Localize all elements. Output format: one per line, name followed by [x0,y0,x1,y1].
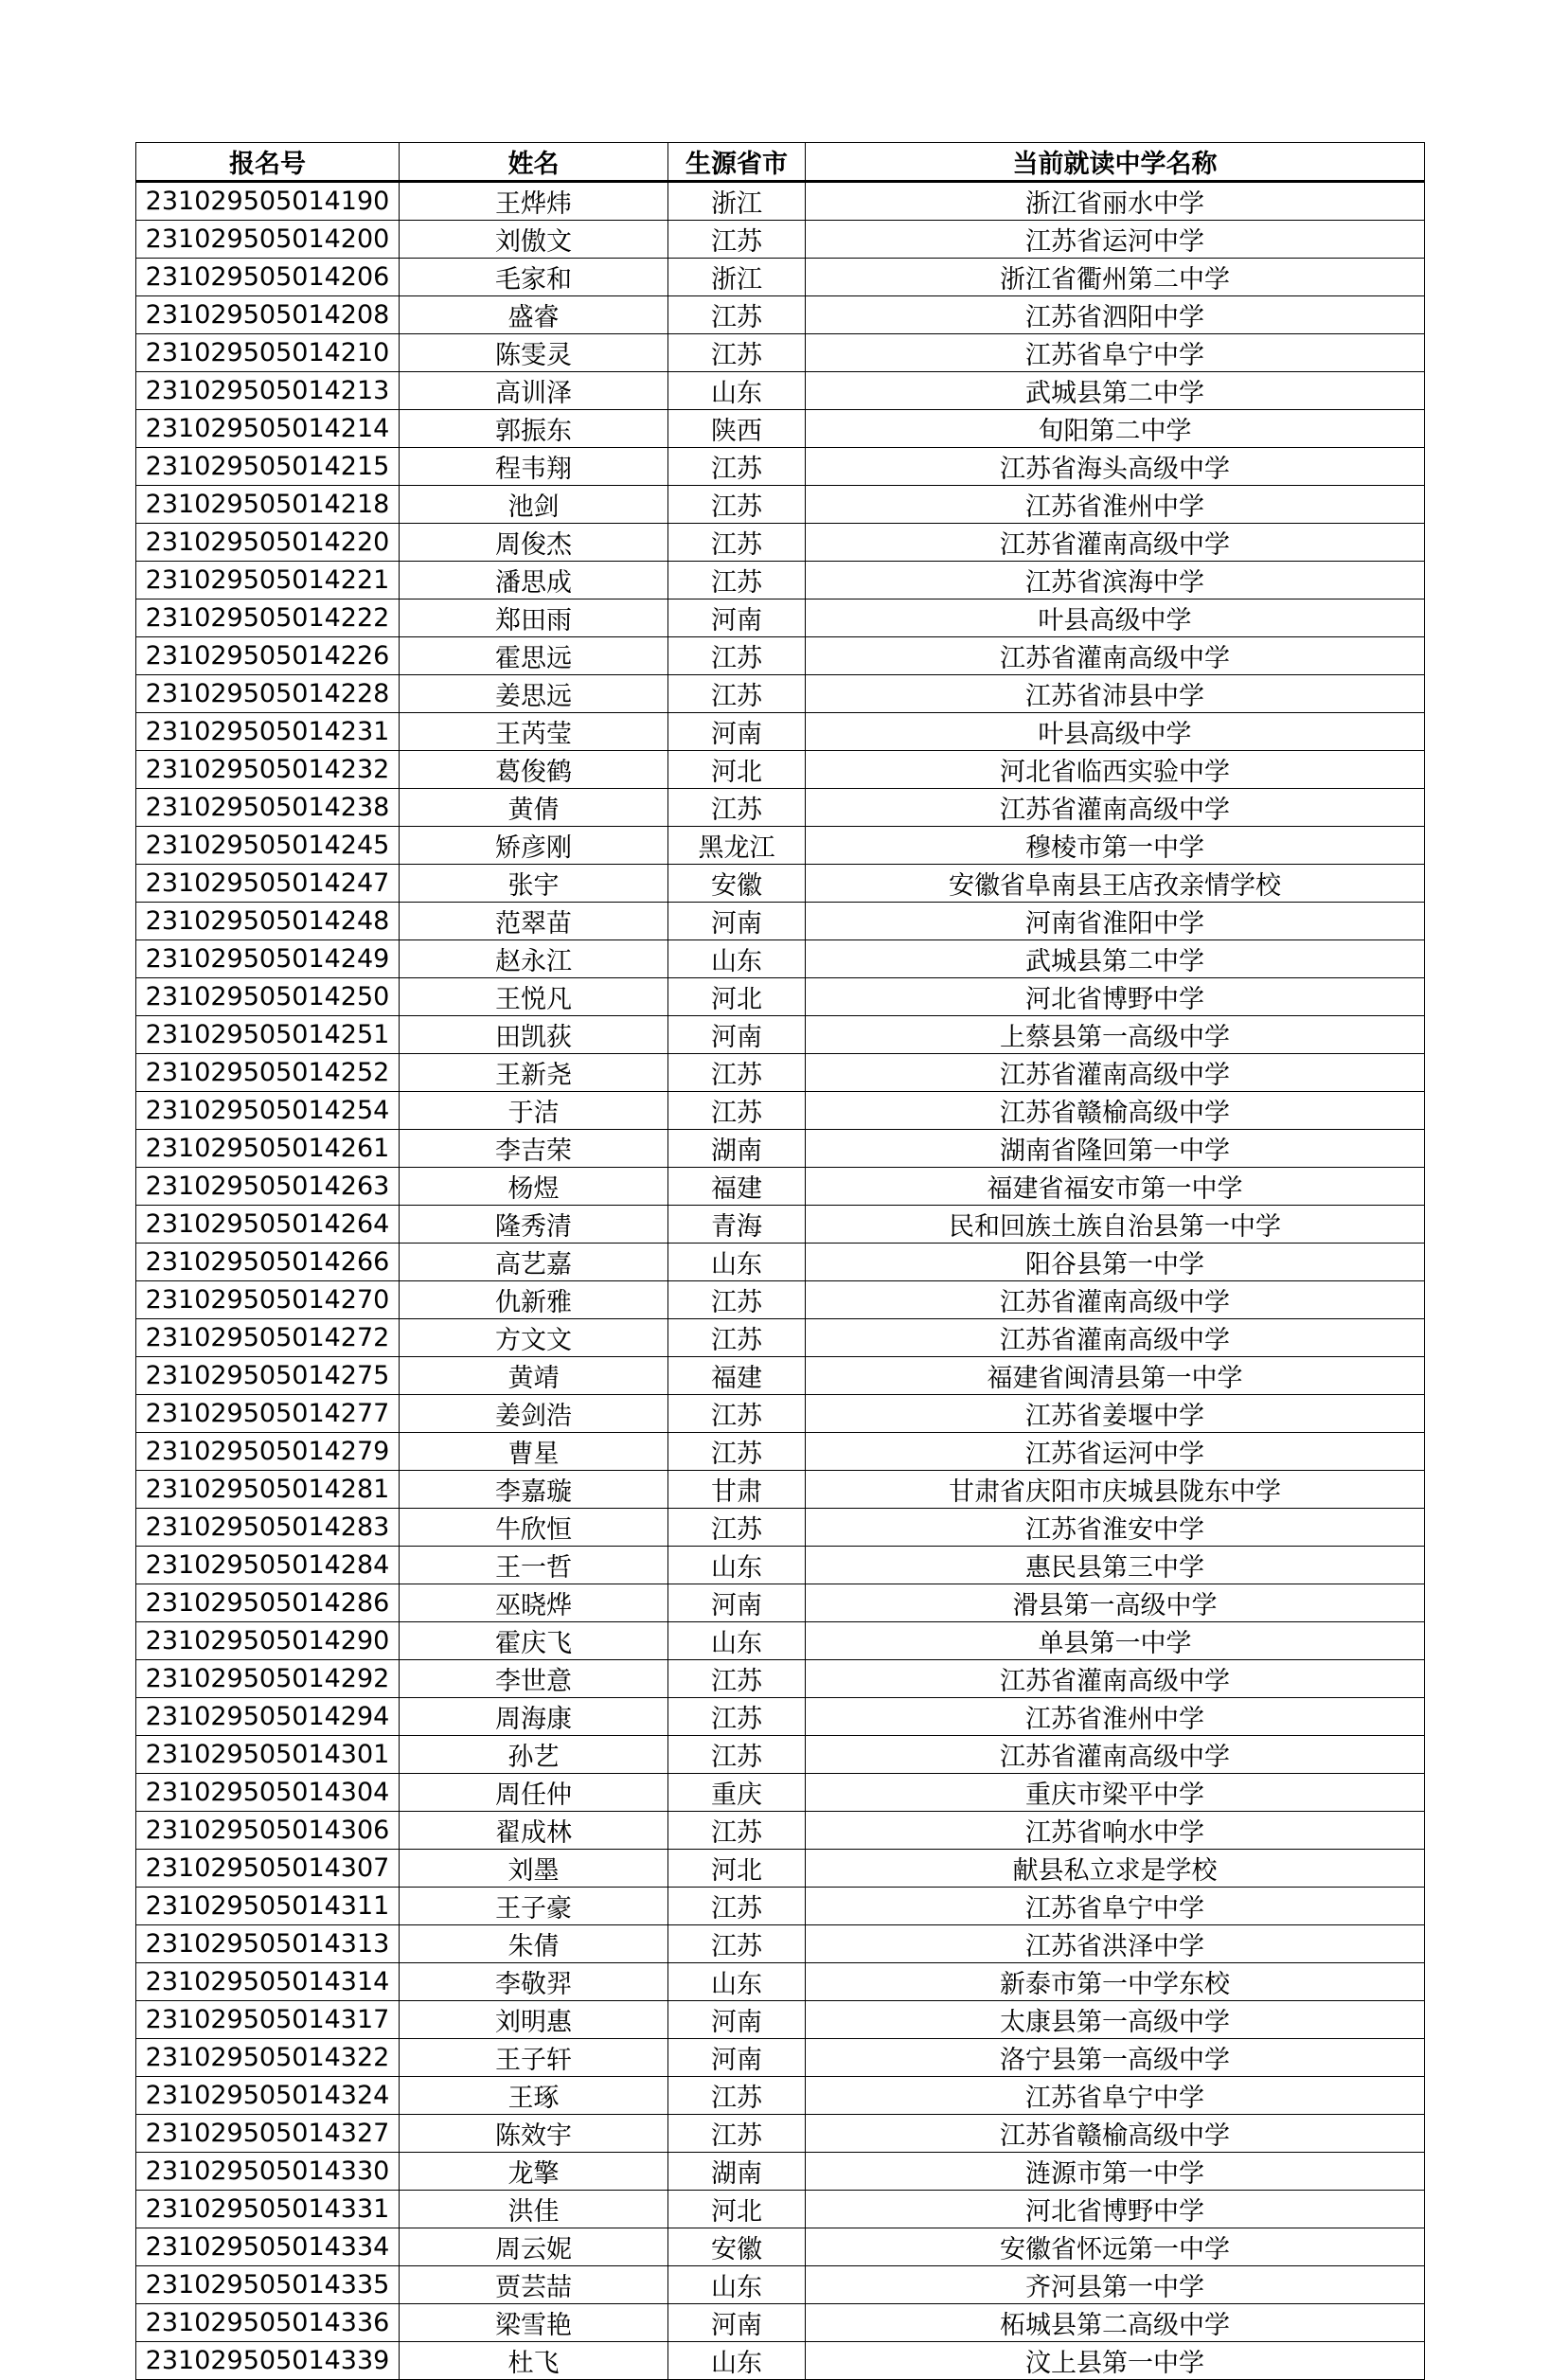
cell-province: 河南 [668,1584,806,1622]
cell-school: 重庆市梁平中学 [806,1774,1425,1812]
table-row [136,410,1425,448]
cell-province: 江苏 [668,1281,806,1319]
cell-school: 江苏省泗阳中学 [806,296,1425,334]
cell-province: 河南 [668,903,806,940]
cell-school: 江苏省灌南高级中学 [806,1736,1425,1774]
cell-school: 江苏省灌南高级中学 [806,1660,1425,1698]
cell-school: 江苏省赣榆高级中学 [806,1092,1425,1130]
table-row [136,2304,1425,2342]
table-row [136,1281,1425,1319]
cell-registration-number: 231029505014277 [136,1395,400,1433]
cell-province: 河南 [668,2001,806,2039]
cell-name: 张宇 [400,865,668,903]
cell-school: 惠民县第三中学 [806,1547,1425,1584]
table-row [136,599,1425,637]
cell-province: 湖南 [668,2153,806,2191]
cell-name: 田凯荻 [400,1016,668,1054]
cell-registration-number: 231029505014266 [136,1244,400,1281]
cell-registration-number: 231029505014215 [136,448,400,486]
cell-province: 安徽 [668,865,806,903]
cell-name: 葛俊鹤 [400,751,668,789]
cell-registration-number: 231029505014313 [136,1925,400,1963]
cell-registration-number: 231029505014306 [136,1812,400,1850]
table-row [136,1319,1425,1357]
cell-school: 单县第一中学 [806,1622,1425,1660]
cell-registration-number: 231029505014252 [136,1054,400,1092]
cell-school: 河南省淮阳中学 [806,903,1425,940]
cell-name: 高艺嘉 [400,1244,668,1281]
table-row [136,1395,1425,1433]
cell-province: 安徽 [668,2228,806,2266]
cell-name: 王烨炜 [400,182,668,221]
cell-registration-number: 231029505014218 [136,486,400,524]
cell-registration-number: 231029505014222 [136,599,400,637]
cell-name: 杜飞 [400,2342,668,2380]
cell-registration-number: 231029505014200 [136,221,400,259]
table-row [136,1963,1425,2001]
cell-province: 江苏 [668,1395,806,1433]
cell-province: 江苏 [668,524,806,562]
table-row [136,1547,1425,1584]
cell-school: 柘城县第二高级中学 [806,2304,1425,2342]
table-row [136,182,1425,221]
cell-name: 巫晓烨 [400,1584,668,1622]
table-row [136,524,1425,562]
cell-name: 黄倩 [400,789,668,827]
table-row [136,372,1425,410]
cell-name: 刘墨 [400,1850,668,1888]
cell-province: 江苏 [668,1319,806,1357]
cell-school: 齐河县第一中学 [806,2266,1425,2304]
cell-registration-number: 231029505014221 [136,562,400,599]
cell-name: 王一哲 [400,1547,668,1584]
cell-province: 江苏 [668,675,806,713]
cell-province: 福建 [668,1168,806,1206]
cell-province: 河北 [668,1850,806,1888]
cell-name: 王子豪 [400,1888,668,1925]
cell-province: 青海 [668,1206,806,1244]
cell-school: 江苏省阜宁中学 [806,1888,1425,1925]
cell-registration-number: 231029505014279 [136,1433,400,1471]
cell-registration-number: 231029505014251 [136,1016,400,1054]
table-row [136,1850,1425,1888]
cell-school: 福建省福安市第一中学 [806,1168,1425,1206]
cell-registration-number: 231029505014238 [136,789,400,827]
cell-registration-number: 231029505014232 [136,751,400,789]
table-row [136,562,1425,599]
cell-school: 献县私立求是学校 [806,1850,1425,1888]
table-row [136,978,1425,1016]
cell-school: 旬阳第二中学 [806,410,1425,448]
table-row [136,2266,1425,2304]
cell-name: 霍庆飞 [400,1622,668,1660]
cell-registration-number: 231029505014339 [136,2342,400,2380]
cell-school: 安徽省怀远第一中学 [806,2228,1425,2266]
table-row [136,1433,1425,1471]
cell-school: 江苏省淮州中学 [806,486,1425,524]
table-row [136,1925,1425,1963]
cell-name: 王琢 [400,2077,668,2115]
cell-registration-number: 231029505014307 [136,1850,400,1888]
cell-province: 山东 [668,2266,806,2304]
cell-province: 河南 [668,713,806,751]
cell-province: 江苏 [668,1054,806,1092]
cell-registration-number: 231029505014270 [136,1281,400,1319]
cell-province: 江苏 [668,1509,806,1547]
cell-registration-number: 231029505014190 [136,182,400,221]
cell-registration-number: 231029505014322 [136,2039,400,2077]
table-row [136,789,1425,827]
table-row [136,903,1425,940]
cell-registration-number: 231029505014247 [136,865,400,903]
cell-province: 江苏 [668,637,806,675]
cell-school: 上蔡县第一高级中学 [806,1016,1425,1054]
cell-school: 江苏省淮安中学 [806,1509,1425,1547]
cell-province: 山东 [668,1547,806,1584]
cell-province: 江苏 [668,562,806,599]
table-row [136,637,1425,675]
cell-name: 李吉荣 [400,1130,668,1168]
cell-registration-number: 231029505014226 [136,637,400,675]
table-row [136,1812,1425,1850]
cell-school: 江苏省海头高级中学 [806,448,1425,486]
cell-province: 江苏 [668,1660,806,1698]
table-row [136,865,1425,903]
cell-registration-number: 231029505014314 [136,1963,400,2001]
table-row [136,1168,1425,1206]
cell-province: 河北 [668,2191,806,2228]
cell-school: 新泰市第一中学东校 [806,1963,1425,2001]
cell-registration-number: 231029505014248 [136,903,400,940]
cell-school: 江苏省姜堰中学 [806,1395,1425,1433]
table-row [136,1357,1425,1395]
cell-school: 江苏省运河中学 [806,1433,1425,1471]
cell-province: 江苏 [668,1736,806,1774]
cell-name: 黄靖 [400,1357,668,1395]
cell-province: 江苏 [668,486,806,524]
cell-school: 太康县第一高级中学 [806,2001,1425,2039]
cell-school: 江苏省运河中学 [806,221,1425,259]
cell-name: 曹星 [400,1433,668,1471]
cell-name: 李嘉璇 [400,1471,668,1509]
cell-province: 山东 [668,1622,806,1660]
header-registration-number: 报名号 [136,143,400,182]
cell-school: 浙江省丽水中学 [806,182,1425,221]
cell-province: 江苏 [668,1925,806,1963]
table-row [136,1698,1425,1736]
cell-registration-number: 231029505014330 [136,2153,400,2191]
cell-school: 江苏省淮州中学 [806,1698,1425,1736]
cell-name: 盛睿 [400,296,668,334]
cell-registration-number: 231029505014292 [136,1660,400,1698]
cell-school: 河北省临西实验中学 [806,751,1425,789]
cell-registration-number: 231029505014317 [136,2001,400,2039]
table-header [136,143,1425,182]
cell-school: 滑县第一高级中学 [806,1584,1425,1622]
cell-school: 江苏省阜宁中学 [806,334,1425,372]
table-row [136,448,1425,486]
cell-registration-number: 231029505014228 [136,675,400,713]
cell-registration-number: 231029505014294 [136,1698,400,1736]
table-row [136,1774,1425,1812]
table-row [136,1092,1425,1130]
table-row [136,259,1425,296]
cell-name: 姜思远 [400,675,668,713]
cell-province: 河北 [668,978,806,1016]
header-province: 生源省市 [668,143,806,182]
cell-school: 湖南省隆回第一中学 [806,1130,1425,1168]
cell-name: 孙艺 [400,1736,668,1774]
cell-province: 浙江 [668,259,806,296]
cell-province: 江苏 [668,334,806,372]
cell-school: 河北省博野中学 [806,2191,1425,2228]
cell-registration-number: 231029505014311 [136,1888,400,1925]
cell-registration-number: 231029505014250 [136,978,400,1016]
cell-registration-number: 231029505014334 [136,2228,400,2266]
table-row [136,2191,1425,2228]
cell-school: 甘肃省庆阳市庆城县陇东中学 [806,1471,1425,1509]
table-row [136,2342,1425,2380]
cell-registration-number: 231029505014208 [136,296,400,334]
cell-registration-number: 231029505014304 [136,1774,400,1812]
cell-province: 江苏 [668,1698,806,1736]
table-row [136,2153,1425,2191]
cell-province: 重庆 [668,1774,806,1812]
cell-province: 黑龙江 [668,827,806,865]
cell-name: 李世意 [400,1660,668,1698]
cell-school: 叶县高级中学 [806,599,1425,637]
cell-name: 仇新雅 [400,1281,668,1319]
cell-province: 江苏 [668,448,806,486]
cell-registration-number: 231029505014331 [136,2191,400,2228]
cell-province: 江苏 [668,789,806,827]
cell-province: 江苏 [668,1812,806,1850]
cell-school: 穆棱市第一中学 [806,827,1425,865]
cell-name: 翟成林 [400,1812,668,1850]
cell-province: 江苏 [668,1092,806,1130]
table-row [136,2039,1425,2077]
cell-school: 江苏省灌南高级中学 [806,637,1425,675]
cell-name: 矫彦刚 [400,827,668,865]
table-row [136,1660,1425,1698]
table-row [136,1471,1425,1509]
cell-registration-number: 231029505014275 [136,1357,400,1395]
student-table [135,142,1425,2380]
cell-name: 陈效宇 [400,2115,668,2153]
header-row [136,143,1425,182]
cell-province: 福建 [668,1357,806,1395]
table-row [136,1622,1425,1660]
cell-name: 陈雯灵 [400,334,668,372]
cell-province: 河北 [668,751,806,789]
table-row [136,675,1425,713]
cell-province: 山东 [668,940,806,978]
cell-province: 江苏 [668,1433,806,1471]
cell-province: 山东 [668,1963,806,2001]
cell-registration-number: 231029505014281 [136,1471,400,1509]
cell-name: 周云妮 [400,2228,668,2266]
cell-registration-number: 231029505014283 [136,1509,400,1547]
cell-province: 河南 [668,2039,806,2077]
cell-province: 江苏 [668,1888,806,1925]
header-school: 当前就读中学名称 [806,143,1425,182]
cell-school: 河北省博野中学 [806,978,1425,1016]
cell-province: 河南 [668,1016,806,1054]
cell-registration-number: 231029505014254 [136,1092,400,1130]
cell-province: 陕西 [668,410,806,448]
cell-school: 江苏省洪泽中学 [806,1925,1425,1963]
table-row [136,486,1425,524]
cell-school: 洛宁县第一高级中学 [806,2039,1425,2077]
table-row [136,1016,1425,1054]
cell-name: 周任仲 [400,1774,668,1812]
cell-name: 梁雪艳 [400,2304,668,2342]
cell-registration-number: 231029505014231 [136,713,400,751]
cell-name: 姜剑浩 [400,1395,668,1433]
cell-registration-number: 231029505014220 [136,524,400,562]
cell-province: 江苏 [668,296,806,334]
cell-registration-number: 231029505014327 [136,2115,400,2153]
cell-name: 郭振东 [400,410,668,448]
cell-province: 山东 [668,2342,806,2380]
cell-registration-number: 231029505014261 [136,1130,400,1168]
cell-registration-number: 231029505014272 [136,1319,400,1357]
cell-name: 毛家和 [400,259,668,296]
cell-name: 赵永江 [400,940,668,978]
cell-registration-number: 231029505014336 [136,2304,400,2342]
cell-school: 涟源市第一中学 [806,2153,1425,2191]
table-row [136,751,1425,789]
table-row [136,2077,1425,2115]
cell-school: 阳谷县第一中学 [806,1244,1425,1281]
cell-school: 江苏省阜宁中学 [806,2077,1425,2115]
cell-registration-number: 231029505014284 [136,1547,400,1584]
cell-province: 浙江 [668,182,806,221]
cell-name: 范翠苗 [400,903,668,940]
table-body [136,182,1425,2380]
cell-registration-number: 231029505014301 [136,1736,400,1774]
cell-name: 李敬羿 [400,1963,668,2001]
cell-school: 汶上县第一中学 [806,2342,1425,2380]
cell-registration-number: 231029505014335 [136,2266,400,2304]
cell-province: 山东 [668,1244,806,1281]
cell-school: 武城县第二中学 [806,940,1425,978]
cell-name: 牛欣恒 [400,1509,668,1547]
cell-school: 江苏省赣榆高级中学 [806,2115,1425,2153]
cell-registration-number: 231029505014263 [136,1168,400,1206]
table-row [136,2228,1425,2266]
cell-registration-number: 231029505014245 [136,827,400,865]
cell-name: 贾芸喆 [400,2266,668,2304]
cell-province: 山东 [668,372,806,410]
cell-school: 江苏省灌南高级中学 [806,1054,1425,1092]
cell-registration-number: 231029505014210 [136,334,400,372]
table-row [136,1244,1425,1281]
table-row [136,713,1425,751]
cell-school: 浙江省衢州第二中学 [806,259,1425,296]
cell-province: 湖南 [668,1130,806,1168]
table-row [136,1054,1425,1092]
table-row [136,2001,1425,2039]
cell-school: 福建省闽清县第一中学 [806,1357,1425,1395]
cell-name: 方文文 [400,1319,668,1357]
cell-name: 龙擎 [400,2153,668,2191]
table-row [136,221,1425,259]
cell-province: 江苏 [668,2115,806,2153]
table-row [136,1584,1425,1622]
header-name: 姓名 [400,143,668,182]
table-row [136,827,1425,865]
cell-name: 池剑 [400,486,668,524]
table-row [136,940,1425,978]
table-row [136,2115,1425,2153]
cell-name: 霍思远 [400,637,668,675]
cell-name: 于洁 [400,1092,668,1130]
cell-province: 河南 [668,2304,806,2342]
cell-name: 隆秀清 [400,1206,668,1244]
cell-registration-number: 231029505014290 [136,1622,400,1660]
cell-registration-number: 231029505014324 [136,2077,400,2115]
cell-registration-number: 231029505014214 [136,410,400,448]
cell-name: 洪佳 [400,2191,668,2228]
table-row [136,296,1425,334]
cell-registration-number: 231029505014264 [136,1206,400,1244]
cell-province: 河南 [668,599,806,637]
cell-school: 江苏省响水中学 [806,1812,1425,1850]
cell-province: 江苏 [668,2077,806,2115]
cell-registration-number: 231029505014213 [136,372,400,410]
cell-name: 刘傲文 [400,221,668,259]
cell-school: 武城县第二中学 [806,372,1425,410]
cell-school: 江苏省灌南高级中学 [806,789,1425,827]
cell-school: 民和回族土族自治县第一中学 [806,1206,1425,1244]
cell-name: 郑田雨 [400,599,668,637]
cell-name: 高训泽 [400,372,668,410]
cell-name: 周海康 [400,1698,668,1736]
cell-name: 程韦翔 [400,448,668,486]
cell-school: 安徽省阜南县王店孜亲情学校 [806,865,1425,903]
cell-name: 王悦凡 [400,978,668,1016]
cell-school: 江苏省灌南高级中学 [806,1281,1425,1319]
cell-school: 江苏省灌南高级中学 [806,524,1425,562]
cell-province: 甘肃 [668,1471,806,1509]
cell-name: 潘思成 [400,562,668,599]
cell-registration-number: 231029505014249 [136,940,400,978]
cell-school: 江苏省滨海中学 [806,562,1425,599]
table-row [136,334,1425,372]
cell-school: 叶县高级中学 [806,713,1425,751]
cell-registration-number: 231029505014206 [136,259,400,296]
cell-province: 江苏 [668,221,806,259]
cell-name: 王新尧 [400,1054,668,1092]
cell-name: 王子轩 [400,2039,668,2077]
cell-name: 朱倩 [400,1925,668,1963]
cell-name: 王芮莹 [400,713,668,751]
cell-name: 周俊杰 [400,524,668,562]
cell-school: 江苏省灌南高级中学 [806,1319,1425,1357]
table-row [136,1736,1425,1774]
table-row [136,1206,1425,1244]
table-row [136,1130,1425,1168]
cell-registration-number: 231029505014286 [136,1584,400,1622]
table-row [136,1888,1425,1925]
cell-school: 江苏省沛县中学 [806,675,1425,713]
cell-name: 刘明惠 [400,2001,668,2039]
cell-name: 杨煜 [400,1168,668,1206]
table-row [136,1509,1425,1547]
